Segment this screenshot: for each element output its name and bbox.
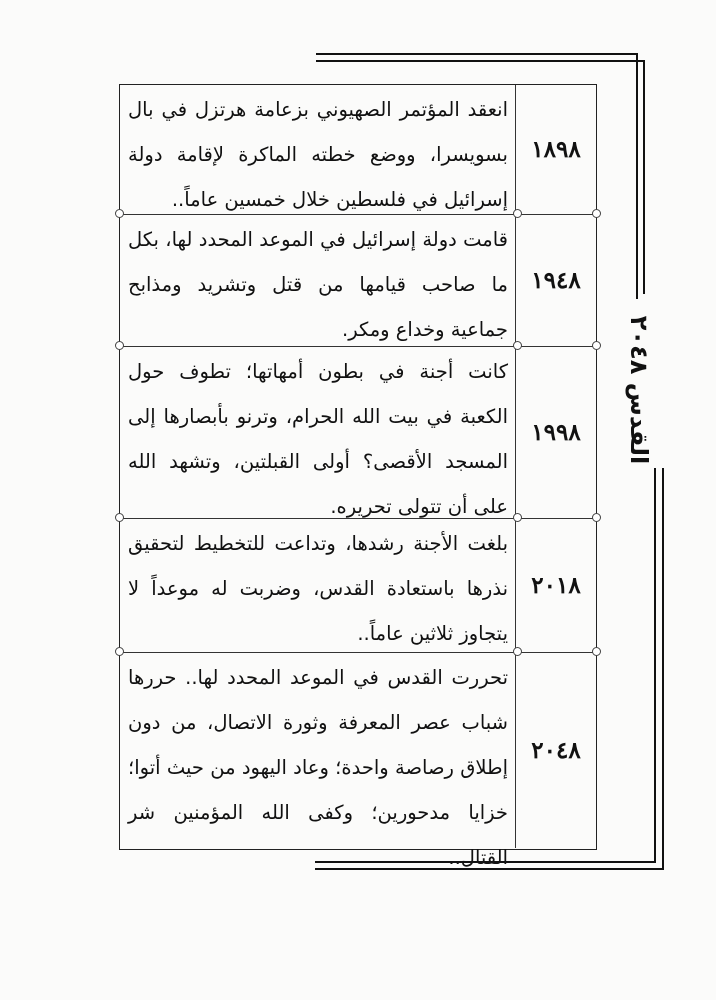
frame-right-lower-line [654,468,656,861]
frame-right-line-inner [643,60,645,294]
separator-knot [592,209,601,218]
separator-knot [592,647,601,656]
separator-knot [592,341,601,350]
separator-knot [115,513,124,522]
timeline-table [119,84,597,869]
frame-top-line [316,53,636,55]
frame-top-line-inner [316,60,644,62]
row-text: بلغت الأجنة رشدها، وتداعت للتخطيط لتحقيق نذرها باستعادة القدس، وضربت له موعداً لا يتجاوز ثلاثين عاماً.. [128,532,508,645]
row-text: كانت أجنة في بطون أمهاتها؛ تطوف حول الكعبة في بيت الله الحرام، وترنو بأبصارها إلى المسجد الأقصى؟ أولى القبلتين، وتشهد الله على أن تتولى تحريره. [128,360,508,518]
row-year: ٢٠١٨ [515,519,596,652]
table-row-1948 [120,214,596,346]
separator-knot [115,209,124,218]
separator-knot [115,341,124,350]
row-year: ١٨٩٨ [515,85,596,214]
row-year: ١٩٩٨ [515,347,596,518]
table-row-2048 [120,652,596,869]
table-row-1998 [120,346,596,518]
row-text: انعقد المؤتمر الصهيوني بزعامة هرتزل في بال بسويسرا، ووضع خطته الماكرة لإقامة دولة إسرائيل في فلسطين خلال خمسين عاماً.. [128,98,508,211]
row-text: قامت دولة إسرائيل في الموعد المحدد لها، بكل ما صاحب قيامها من قتل وتشريد ومذابح جماعية وخداع ومكر. [128,228,508,341]
table-row-2018 [120,518,596,652]
row-text: تحررت القدس في الموعد المحدد لها.. حررها شباب عصر المعرفة وثورة الاتصال، من دون إطلاق رصاصة واحدة؛ وعاد اليهود من حيث أتوا؛ خزايا مدحورين؛ وكفى الله المؤمنين شر القتال.. [128,666,508,869]
separator-knot [513,647,522,656]
frame-right-line [636,53,638,299]
separator-knot [513,341,522,350]
separator-knot [513,209,522,218]
row-year: ٢٠٤٨ [515,653,596,848]
table-row-1898 [120,85,596,214]
side-title [604,315,674,465]
separator-knot [513,513,522,522]
row-year: ١٩٤٨ [515,215,596,346]
side-title-text: القدس ٢٠٤٨ [625,315,654,465]
separator-knot [592,513,601,522]
frame-right-lower-line-inner [662,468,664,869]
separator-knot [115,647,124,656]
